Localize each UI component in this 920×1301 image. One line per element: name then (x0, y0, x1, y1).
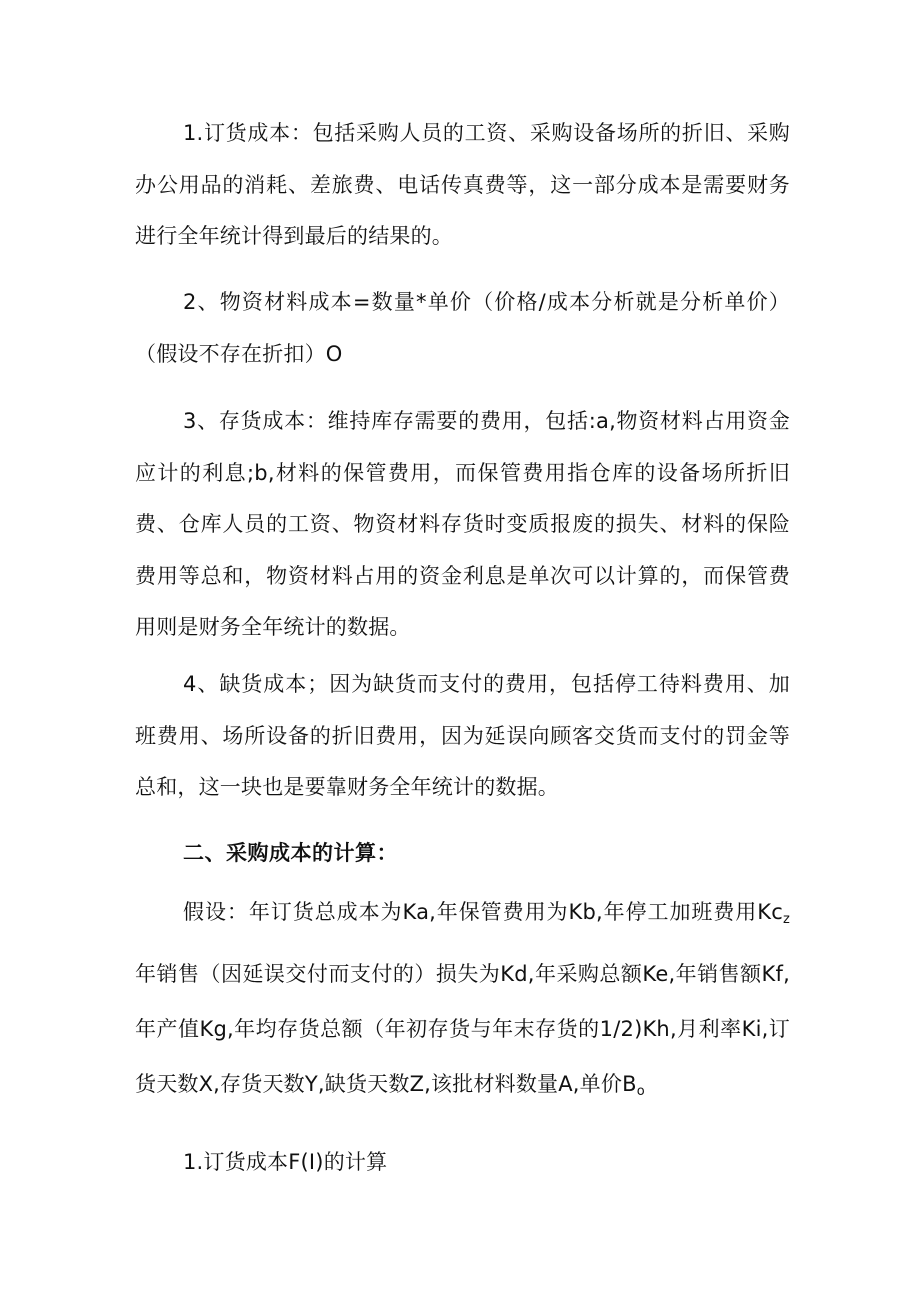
assumption-text-end: 年销售（因延误交付而支付的）损失为Kd,年采购总额Ke,年销售额Kf,年产值Kg,年均存货总额（年初存货与年末存货的1/2)Kh,月利率Ki,订货天数X,存货天数Y,缺货天数Z,该批材料数量A,单价B (135, 962, 790, 1096)
assumption-subscript: z (782, 912, 790, 927)
paragraph-inventory-cost: 3、存货成本：维持库存需要的费用，包括:a,物资材料占用资金应计的利息;b,材料的保管费用，而保管费用指仓库的设备场所折旧费、仓库人员的工资、物资材料存货时变质报废的损失、材料的保险费用等总和，物资材料占用的资金利息是单次可以计算的，而保管费用则是财务全年统计的数据。 (135, 409, 790, 639)
paragraph-assumption (135, 885, 790, 1119)
paragraph-ordering-cost: 1.订货成本：包括采购人员的工资、采购设备场所的折旧、采购办公用品的消耗、差旅费、电话传真费等，这一部分成本是需要财务进行全年统计得到最后的结果的。 (135, 121, 790, 248)
sub-heading-ordering-cost-calc: 1.订货成本F(I)的计算 (183, 1150, 388, 1174)
assumption-end-mark: o (636, 1084, 645, 1099)
section-heading: 二、采购成本的计算： (183, 841, 398, 865)
paragraph-shortage-cost: 4、缺货成本；因为缺货而支付的费用，包括停工待料费用、加班费用、场所设备的折旧费用，因为延误向顾客交货而支付的罚金等总和，这一块也是要靠财务全年统计的数据。 (135, 672, 790, 799)
paragraph-material-cost: 2、物资材料成本=数量*单价（价格/成本分析就是分析单价）（假设不存在折扣）O (135, 290, 790, 366)
assumption-text-start: 假设：年订货总成本为Ka,年保管费用为Kb,年停工加班费用Kc (183, 900, 783, 924)
